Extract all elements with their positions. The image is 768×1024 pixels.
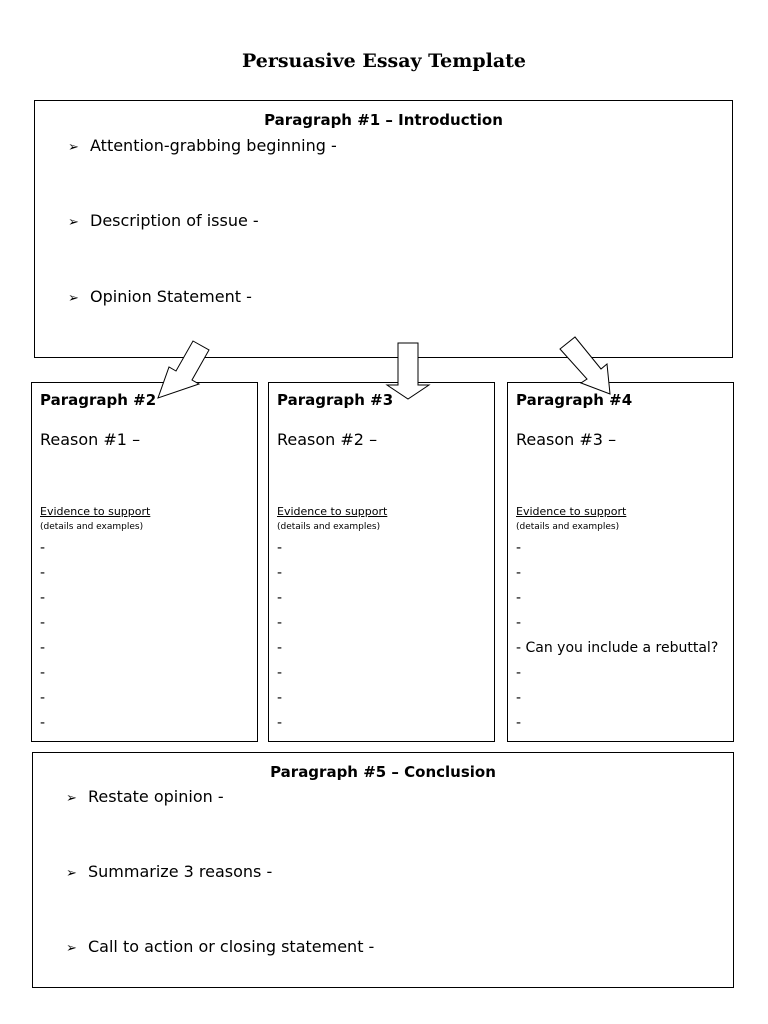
evidence-line: - xyxy=(516,690,522,706)
evidence-line: - xyxy=(40,715,46,731)
evidence-line: - xyxy=(516,540,522,556)
evidence-line: - xyxy=(277,590,283,606)
conclusion-bullet-label: Restate opinion - xyxy=(88,787,224,806)
arrow-bullet-icon: ➢ xyxy=(66,791,77,806)
evidence-line: - xyxy=(40,665,46,681)
arrow-bullet-icon: ➢ xyxy=(68,140,79,155)
conclusion-bullet-label: Summarize 3 reasons - xyxy=(88,862,273,881)
evidence-line: - xyxy=(277,690,283,706)
evidence-line: - xyxy=(516,715,522,731)
evidence-line: - xyxy=(277,615,283,631)
evidence-line: - xyxy=(40,540,46,556)
evidence-note: (details and examples) xyxy=(277,522,381,532)
intro-heading: Paragraph #1 – Introduction xyxy=(264,111,503,129)
arrow-bullet-icon: ➢ xyxy=(66,941,77,956)
paragraph-4-heading: Paragraph #4 xyxy=(516,391,633,409)
evidence-line: - xyxy=(277,565,283,581)
rebuttal-line: - Can you include a rebuttal? xyxy=(516,640,719,656)
evidence-label: Evidence to support xyxy=(40,505,151,518)
paragraph-3-heading: Paragraph #3 xyxy=(277,391,394,409)
evidence-note: (details and examples) xyxy=(40,522,144,532)
conclusion-heading: Paragraph #5 – Conclusion xyxy=(270,763,496,781)
evidence-line: - xyxy=(40,615,46,631)
evidence-line: - xyxy=(516,565,522,581)
evidence-line: - xyxy=(277,665,283,681)
evidence-label: Evidence to support xyxy=(277,505,388,518)
intro-bullet-label: Description of issue - xyxy=(90,211,259,230)
down-arrow-icon xyxy=(387,343,429,399)
arrow-bullet-icon: ➢ xyxy=(66,866,77,881)
reason-3-label: Reason #3 – xyxy=(516,430,617,449)
evidence-line: - xyxy=(40,590,46,606)
evidence-label: Evidence to support xyxy=(516,505,627,518)
evidence-note: (details and examples) xyxy=(516,522,620,532)
evidence-line: - xyxy=(40,690,46,706)
evidence-line: - xyxy=(516,615,522,631)
intro-bullet-label: Opinion Statement - xyxy=(90,287,252,306)
intro-bullet-label: Attention-grabbing beginning - xyxy=(90,136,337,155)
conclusion-bullet-label: Call to action or closing statement - xyxy=(88,937,375,956)
page-title: Persuasive Essay Template xyxy=(241,50,527,72)
paragraph-2-heading: Paragraph #2 xyxy=(40,391,157,409)
evidence-line: - xyxy=(277,540,283,556)
evidence-line: - xyxy=(516,665,522,681)
evidence-line: - xyxy=(277,715,283,731)
arrow-bullet-icon: ➢ xyxy=(68,215,79,230)
reason-1-label: Reason #1 – xyxy=(40,430,141,449)
evidence-line: - xyxy=(516,590,522,606)
arrow-bullet-icon: ➢ xyxy=(68,291,79,306)
left-arrow-icon xyxy=(158,341,209,398)
right-arrow-icon xyxy=(560,337,610,394)
evidence-line: - xyxy=(40,565,46,581)
reason-2-label: Reason #2 – xyxy=(277,430,378,449)
evidence-line: - xyxy=(40,640,46,656)
evidence-line: - xyxy=(277,640,283,656)
